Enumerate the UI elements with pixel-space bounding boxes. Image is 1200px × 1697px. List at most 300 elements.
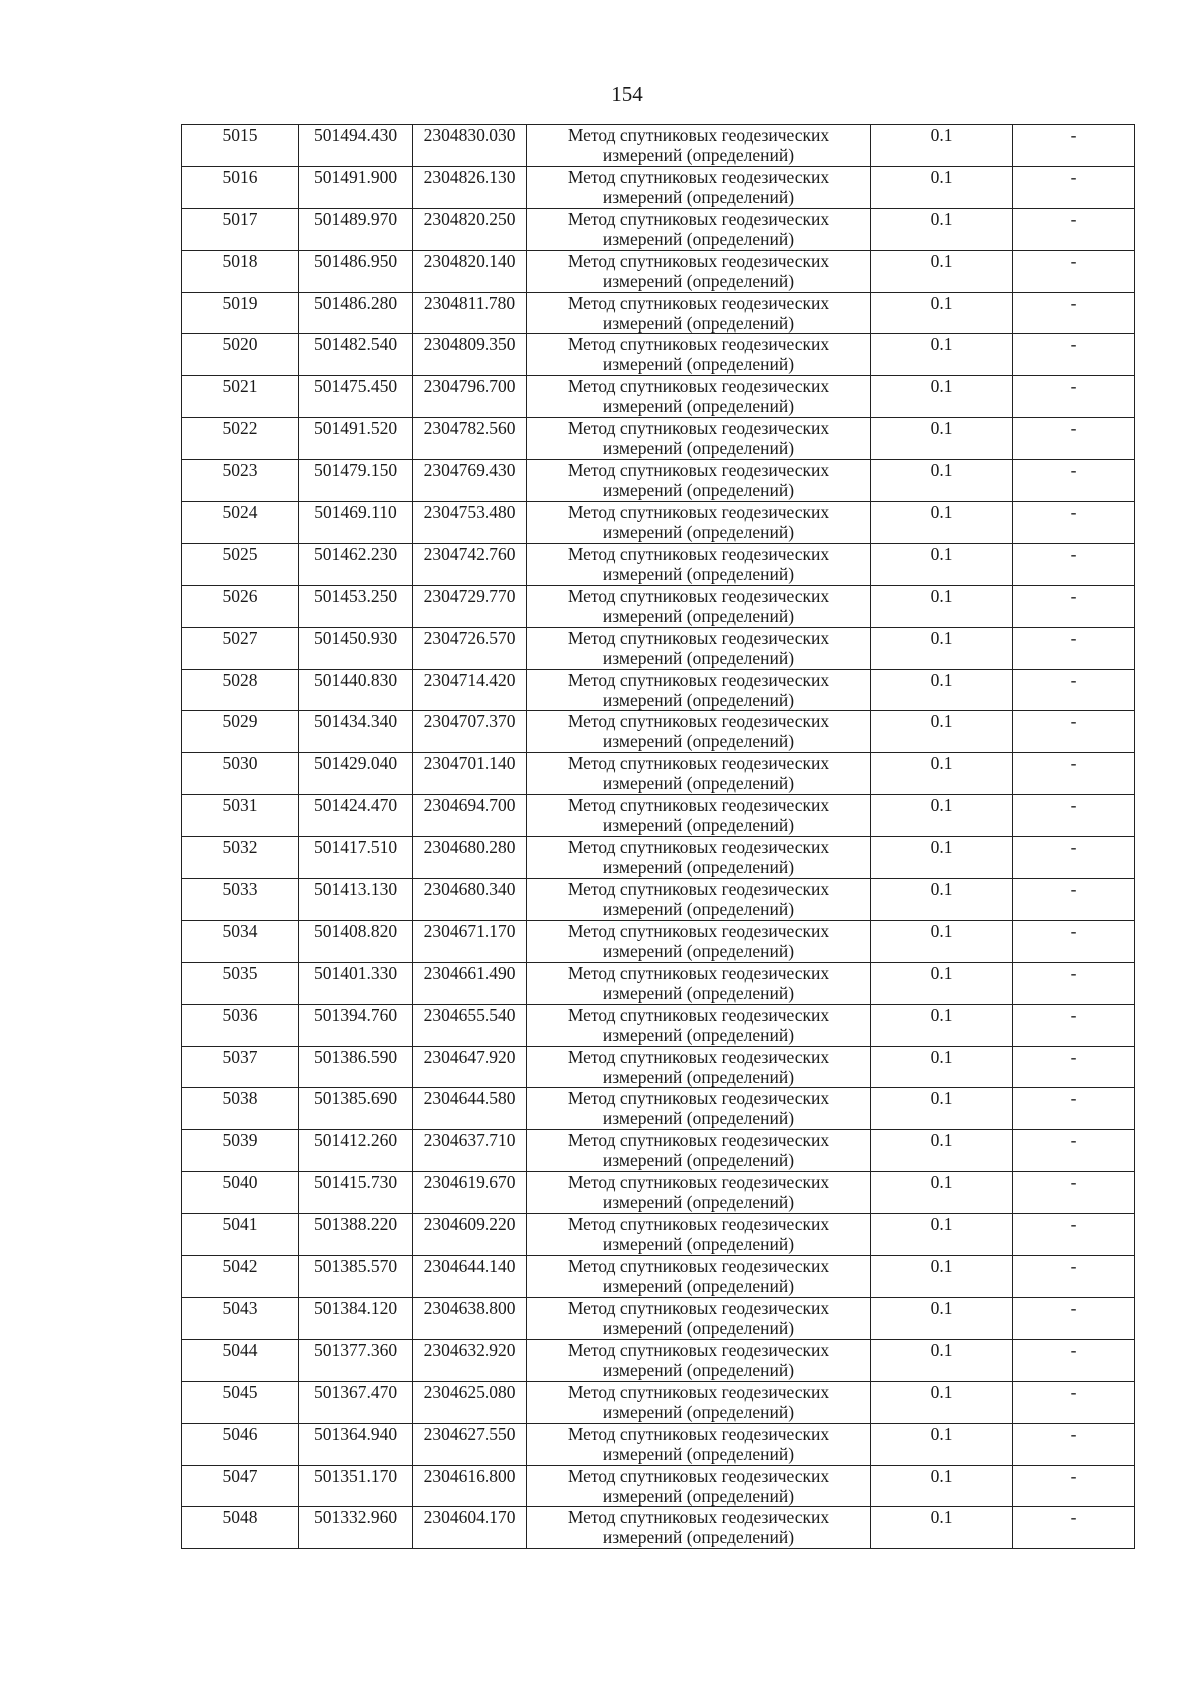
note-cell: - <box>1013 1046 1135 1088</box>
method-line-2: измерений (определений) <box>602 438 795 459</box>
x-coordinate-cell: 501450.930 <box>299 627 413 669</box>
y-coordinate-cell: 2304609.220 <box>413 1214 527 1256</box>
table-row <box>182 1339 1135 1381</box>
accuracy-cell: 0.1 <box>871 1172 1013 1214</box>
x-coordinate-cell: 501469.110 <box>299 502 413 544</box>
y-coordinate-cell: 2304769.430 <box>413 460 527 502</box>
method-line-1: Метод спутниковых геодезических <box>567 1423 830 1444</box>
method-line-1: Метод спутниковых геодезических <box>567 669 830 690</box>
method-line-2: измерений (определений) <box>602 1066 795 1087</box>
method-line-2: измерений (определений) <box>602 731 795 752</box>
y-coordinate-cell: 2304616.800 <box>413 1465 527 1507</box>
accuracy-cell: 0.1 <box>871 585 1013 627</box>
table-row <box>182 669 1135 711</box>
note-cell: - <box>1013 334 1135 376</box>
method-line-2: измерений (определений) <box>602 563 795 584</box>
point-number-cell: 5040 <box>182 1172 299 1214</box>
table-row <box>182 1423 1135 1465</box>
x-coordinate-cell: 501429.040 <box>299 753 413 795</box>
table-row <box>182 1214 1135 1256</box>
point-number-cell: 5043 <box>182 1297 299 1339</box>
method-line-2: измерений (определений) <box>602 145 795 165</box>
x-coordinate-cell: 501424.470 <box>299 795 413 837</box>
note-cell: - <box>1013 1465 1135 1507</box>
method-cell <box>527 1214 871 1256</box>
x-coordinate-cell: 501486.280 <box>299 292 413 334</box>
accuracy-cell: 0.1 <box>871 1507 1013 1549</box>
method-line-1: Метод спутниковых геодезических <box>567 502 830 523</box>
x-coordinate-cell: 501482.540 <box>299 334 413 376</box>
table-row <box>182 1172 1135 1214</box>
accuracy-cell: 0.1 <box>871 1004 1013 1046</box>
method-line-2: измерений (определений) <box>602 982 795 1003</box>
y-coordinate-cell: 2304644.140 <box>413 1256 527 1298</box>
method-cell <box>527 1004 871 1046</box>
method-line-1: Метод спутниковых геодезических <box>567 627 830 648</box>
y-coordinate-cell: 2304707.370 <box>413 711 527 753</box>
point-number-cell: 5023 <box>182 460 299 502</box>
point-number-cell: 5032 <box>182 837 299 879</box>
method-line-1: Метод спутниковых геодезических <box>567 1256 830 1277</box>
accuracy-cell: 0.1 <box>871 292 1013 334</box>
note-cell: - <box>1013 837 1135 879</box>
table-row <box>182 753 1135 795</box>
table-row <box>182 711 1135 753</box>
accuracy-cell: 0.1 <box>871 334 1013 376</box>
point-number-cell: 5027 <box>182 627 299 669</box>
x-coordinate-cell: 501453.250 <box>299 585 413 627</box>
method-cell <box>527 795 871 837</box>
method-line-1: Метод спутниковых геодезических <box>567 166 830 187</box>
table-row <box>182 1297 1135 1339</box>
table-row <box>182 250 1135 292</box>
method-line-1: Метод спутниковых геодезических <box>567 1465 830 1486</box>
note-cell: - <box>1013 962 1135 1004</box>
accuracy-cell: 0.1 <box>871 460 1013 502</box>
method-line-2: измерений (определений) <box>602 480 795 501</box>
method-line-2: измерений (определений) <box>602 1359 795 1380</box>
method-line-2: измерений (определений) <box>602 270 795 291</box>
y-coordinate-cell: 2304680.340 <box>413 879 527 921</box>
x-coordinate-cell: 501351.170 <box>299 1465 413 1507</box>
table-row <box>182 208 1135 250</box>
method-cell <box>527 920 871 962</box>
accuracy-cell: 0.1 <box>871 1088 1013 1130</box>
note-cell: - <box>1013 879 1135 921</box>
point-number-cell: 5037 <box>182 1046 299 1088</box>
accuracy-cell: 0.1 <box>871 1297 1013 1339</box>
accuracy-cell: 0.1 <box>871 1046 1013 1088</box>
method-line-1: Метод спутниковых геодезических <box>567 585 830 606</box>
note-cell: - <box>1013 1256 1135 1298</box>
point-number-cell: 5019 <box>182 292 299 334</box>
point-number-cell: 5031 <box>182 795 299 837</box>
method-cell <box>527 1130 871 1172</box>
method-line-2: измерений (определений) <box>602 689 795 710</box>
note-cell: - <box>1013 1423 1135 1465</box>
accuracy-cell: 0.1 <box>871 1130 1013 1172</box>
method-line-2: измерений (определений) <box>602 940 795 961</box>
y-coordinate-cell: 2304826.130 <box>413 166 527 208</box>
method-line-2: измерений (определений) <box>602 605 795 626</box>
table-row <box>182 418 1135 460</box>
method-cell <box>527 1088 871 1130</box>
y-coordinate-cell: 2304671.170 <box>413 920 527 962</box>
accuracy-cell: 0.1 <box>871 208 1013 250</box>
accuracy-cell: 0.1 <box>871 753 1013 795</box>
x-coordinate-cell: 501394.760 <box>299 1004 413 1046</box>
method-cell <box>527 208 871 250</box>
point-number-cell: 5042 <box>182 1256 299 1298</box>
method-line-2: измерений (определений) <box>602 1485 795 1506</box>
table-row <box>182 795 1135 837</box>
x-coordinate-cell: 501385.570 <box>299 1256 413 1298</box>
x-coordinate-cell: 501408.820 <box>299 920 413 962</box>
accuracy-cell: 0.1 <box>871 1465 1013 1507</box>
method-line-1: Метод спутниковых геодезических <box>567 376 830 397</box>
point-number-cell: 5025 <box>182 543 299 585</box>
point-number-cell: 5022 <box>182 418 299 460</box>
point-number-cell: 5030 <box>182 753 299 795</box>
x-coordinate-cell: 501479.150 <box>299 460 413 502</box>
table-row <box>182 627 1135 669</box>
table-row <box>182 1256 1135 1298</box>
method-cell <box>527 879 871 921</box>
y-coordinate-cell: 2304625.080 <box>413 1381 527 1423</box>
point-number-cell: 5036 <box>182 1004 299 1046</box>
accuracy-cell: 0.1 <box>871 1256 1013 1298</box>
method-line-2: измерений (определений) <box>602 1150 795 1171</box>
x-coordinate-cell: 501462.230 <box>299 543 413 585</box>
note-cell: - <box>1013 1339 1135 1381</box>
method-line-2: измерений (определений) <box>602 1443 795 1464</box>
method-cell <box>527 753 871 795</box>
method-line-1: Метод спутниковых геодезических <box>567 334 830 355</box>
method-line-1: Метод спутниковых геодезических <box>567 1046 830 1067</box>
y-coordinate-cell: 2304796.700 <box>413 376 527 418</box>
x-coordinate-cell: 501384.120 <box>299 1297 413 1339</box>
note-cell: - <box>1013 627 1135 669</box>
coordinates-table-body <box>182 125 1135 1549</box>
accuracy-cell: 0.1 <box>871 166 1013 208</box>
method-cell <box>527 1339 871 1381</box>
y-coordinate-cell: 2304680.280 <box>413 837 527 879</box>
accuracy-cell: 0.1 <box>871 962 1013 1004</box>
note-cell: - <box>1013 1004 1135 1046</box>
method-cell <box>527 334 871 376</box>
method-cell <box>527 1465 871 1507</box>
x-coordinate-cell: 501486.950 <box>299 250 413 292</box>
accuracy-cell: 0.1 <box>871 1381 1013 1423</box>
method-cell <box>527 502 871 544</box>
accuracy-cell: 0.1 <box>871 1339 1013 1381</box>
table-row <box>182 460 1135 502</box>
table-row <box>182 334 1135 376</box>
table-row <box>182 1507 1135 1549</box>
method-line-2: измерений (определений) <box>602 1024 795 1045</box>
note-cell: - <box>1013 543 1135 585</box>
x-coordinate-cell: 501434.340 <box>299 711 413 753</box>
note-cell: - <box>1013 1214 1135 1256</box>
method-line-1: Метод спутниковых геодезических <box>567 1172 830 1193</box>
point-number-cell: 5041 <box>182 1214 299 1256</box>
note-cell: - <box>1013 418 1135 460</box>
point-number-cell: 5026 <box>182 585 299 627</box>
y-coordinate-cell: 2304726.570 <box>413 627 527 669</box>
coordinates-table <box>181 124 1135 1549</box>
x-coordinate-cell: 501413.130 <box>299 879 413 921</box>
method-line-1: Метод спутниковых геодезических <box>567 250 830 271</box>
table-row <box>182 837 1135 879</box>
method-cell <box>527 669 871 711</box>
note-cell: - <box>1013 502 1135 544</box>
table-row <box>182 1381 1135 1423</box>
table-row <box>182 543 1135 585</box>
method-line-1: Метод спутниковых геодезических <box>567 920 830 941</box>
method-cell <box>527 250 871 292</box>
method-line-2: измерений (определений) <box>602 228 795 249</box>
point-number-cell: 5017 <box>182 208 299 250</box>
method-line-1: Метод спутниковых геодезических <box>567 208 830 229</box>
x-coordinate-cell: 501417.510 <box>299 837 413 879</box>
point-number-cell: 5046 <box>182 1423 299 1465</box>
note-cell: - <box>1013 585 1135 627</box>
method-line-1: Метод спутниковых геодезических <box>567 1381 830 1402</box>
note-cell: - <box>1013 460 1135 502</box>
x-coordinate-cell: 501367.470 <box>299 1381 413 1423</box>
method-line-1: Метод спутниковых геодезических <box>567 1339 830 1360</box>
method-line-1: Метод спутниковых геодезических <box>567 837 830 858</box>
x-coordinate-cell: 501440.830 <box>299 669 413 711</box>
table-row <box>182 376 1135 418</box>
x-coordinate-cell: 501401.330 <box>299 962 413 1004</box>
method-line-1: Метод спутниковых геодезических <box>567 1130 830 1151</box>
method-cell <box>527 1256 871 1298</box>
point-number-cell: 5016 <box>182 166 299 208</box>
table-row <box>182 1088 1135 1130</box>
point-number-cell: 5048 <box>182 1507 299 1549</box>
note-cell: - <box>1013 1130 1135 1172</box>
method-cell <box>527 1046 871 1088</box>
point-number-cell: 5018 <box>182 250 299 292</box>
note-cell: - <box>1013 1507 1135 1549</box>
x-coordinate-cell: 501364.940 <box>299 1423 413 1465</box>
method-line-2: измерений (определений) <box>602 396 795 417</box>
method-line-1: Метод спутниковых геодезических <box>567 1507 830 1528</box>
x-coordinate-cell: 501491.520 <box>299 418 413 460</box>
y-coordinate-cell: 2304694.700 <box>413 795 527 837</box>
method-line-1: Метод спутниковых геодезических <box>567 292 830 313</box>
point-number-cell: 5033 <box>182 879 299 921</box>
method-cell <box>527 1172 871 1214</box>
y-coordinate-cell: 2304619.670 <box>413 1172 527 1214</box>
note-cell: - <box>1013 669 1135 711</box>
note-cell: - <box>1013 292 1135 334</box>
method-line-2: измерений (определений) <box>602 647 795 668</box>
y-coordinate-cell: 2304753.480 <box>413 502 527 544</box>
table-row <box>182 292 1135 334</box>
method-line-2: измерений (определений) <box>602 773 795 794</box>
method-line-2: измерений (определений) <box>602 899 795 920</box>
method-cell <box>527 585 871 627</box>
y-coordinate-cell: 2304644.580 <box>413 1088 527 1130</box>
method-line-1: Метод спутниковых геодезических <box>567 753 830 774</box>
accuracy-cell: 0.1 <box>871 502 1013 544</box>
table-row <box>182 1130 1135 1172</box>
method-line-2: измерений (определений) <box>602 1527 795 1548</box>
point-number-cell: 5045 <box>182 1381 299 1423</box>
note-cell: - <box>1013 250 1135 292</box>
table-row <box>182 962 1135 1004</box>
method-line-1: Метод спутниковых геодезических <box>567 879 830 900</box>
table-row <box>182 585 1135 627</box>
accuracy-cell: 0.1 <box>871 627 1013 669</box>
y-coordinate-cell: 2304647.920 <box>413 1046 527 1088</box>
note-cell: - <box>1013 166 1135 208</box>
method-line-2: измерений (определений) <box>602 522 795 543</box>
accuracy-cell: 0.1 <box>871 920 1013 962</box>
accuracy-cell: 0.1 <box>871 543 1013 585</box>
accuracy-cell: 0.1 <box>871 837 1013 879</box>
table-row <box>182 1004 1135 1046</box>
point-number-cell: 5044 <box>182 1339 299 1381</box>
method-line-1: Метод спутниковых геодезических <box>567 795 830 816</box>
note-cell: - <box>1013 1381 1135 1423</box>
method-cell <box>527 376 871 418</box>
table-row <box>182 125 1135 167</box>
y-coordinate-cell: 2304809.350 <box>413 334 527 376</box>
accuracy-cell: 0.1 <box>871 418 1013 460</box>
method-line-2: измерений (определений) <box>602 1317 795 1338</box>
table-row <box>182 166 1135 208</box>
method-line-2: измерений (определений) <box>602 1401 795 1422</box>
method-cell <box>527 1381 871 1423</box>
point-number-cell: 5035 <box>182 962 299 1004</box>
note-cell: - <box>1013 1297 1135 1339</box>
y-coordinate-cell: 2304782.560 <box>413 418 527 460</box>
y-coordinate-cell: 2304714.420 <box>413 669 527 711</box>
note-cell: - <box>1013 711 1135 753</box>
y-coordinate-cell: 2304637.710 <box>413 1130 527 1172</box>
method-cell <box>527 543 871 585</box>
accuracy-cell: 0.1 <box>871 125 1013 167</box>
method-line-2: измерений (определений) <box>602 1234 795 1255</box>
x-coordinate-cell: 501494.430 <box>299 125 413 167</box>
method-line-1: Метод спутниковых геодезических <box>567 711 830 732</box>
x-coordinate-cell: 501415.730 <box>299 1172 413 1214</box>
x-coordinate-cell: 501475.450 <box>299 376 413 418</box>
note-cell: - <box>1013 795 1135 837</box>
y-coordinate-cell: 2304604.170 <box>413 1507 527 1549</box>
point-number-cell: 5024 <box>182 502 299 544</box>
note-cell: - <box>1013 1088 1135 1130</box>
accuracy-cell: 0.1 <box>871 879 1013 921</box>
method-cell <box>527 1297 871 1339</box>
method-cell <box>527 418 871 460</box>
method-line-1: Метод спутниковых геодезических <box>567 1004 830 1025</box>
point-number-cell: 5021 <box>182 376 299 418</box>
method-cell <box>527 962 871 1004</box>
note-cell: - <box>1013 753 1135 795</box>
method-cell <box>527 1507 871 1549</box>
x-coordinate-cell: 501332.960 <box>299 1507 413 1549</box>
method-line-2: измерений (определений) <box>602 312 795 333</box>
table-row <box>182 920 1135 962</box>
x-coordinate-cell: 501491.900 <box>299 166 413 208</box>
page-number: 154 <box>611 82 643 106</box>
method-line-1: Метод спутниковых геодезических <box>567 125 830 145</box>
y-coordinate-cell: 2304742.760 <box>413 543 527 585</box>
method-line-1: Метод спутниковых геодезических <box>567 1297 830 1318</box>
method-line-1: Метод спутниковых геодезических <box>567 543 830 564</box>
y-coordinate-cell: 2304661.490 <box>413 962 527 1004</box>
y-coordinate-cell: 2304811.780 <box>413 292 527 334</box>
point-number-cell: 5038 <box>182 1088 299 1130</box>
point-number-cell: 5034 <box>182 920 299 962</box>
x-coordinate-cell: 501388.220 <box>299 1214 413 1256</box>
y-coordinate-cell: 2304820.140 <box>413 250 527 292</box>
method-line-2: измерений (определений) <box>602 857 795 878</box>
method-line-1: Метод спутниковых геодезических <box>567 962 830 983</box>
method-cell <box>527 166 871 208</box>
note-cell: - <box>1013 920 1135 962</box>
note-cell: - <box>1013 125 1135 167</box>
method-line-2: измерений (определений) <box>602 186 795 207</box>
point-number-cell: 5028 <box>182 669 299 711</box>
method-cell <box>527 1423 871 1465</box>
point-number-cell: 5039 <box>182 1130 299 1172</box>
note-cell: - <box>1013 376 1135 418</box>
y-coordinate-cell: 2304655.540 <box>413 1004 527 1046</box>
accuracy-cell: 0.1 <box>871 795 1013 837</box>
method-cell <box>527 837 871 879</box>
accuracy-cell: 0.1 <box>871 1423 1013 1465</box>
method-line-1: Метод спутниковых геодезических <box>567 1088 830 1109</box>
y-coordinate-cell: 2304627.550 <box>413 1423 527 1465</box>
method-cell <box>527 627 871 669</box>
point-number-cell: 5047 <box>182 1465 299 1507</box>
method-cell <box>527 711 871 753</box>
point-number-cell: 5020 <box>182 334 299 376</box>
x-coordinate-cell: 501412.260 <box>299 1130 413 1172</box>
x-coordinate-cell: 501489.970 <box>299 208 413 250</box>
y-coordinate-cell: 2304830.030 <box>413 125 527 167</box>
accuracy-cell: 0.1 <box>871 711 1013 753</box>
accuracy-cell: 0.1 <box>871 250 1013 292</box>
method-line-1: Метод спутниковых геодезических <box>567 1214 830 1235</box>
x-coordinate-cell: 501386.590 <box>299 1046 413 1088</box>
method-line-2: измерений (определений) <box>602 1108 795 1129</box>
method-line-2: измерений (определений) <box>602 1276 795 1297</box>
method-line-2: измерений (определений) <box>602 815 795 836</box>
y-coordinate-cell: 2304729.770 <box>413 585 527 627</box>
y-coordinate-cell: 2304820.250 <box>413 208 527 250</box>
table-row <box>182 1046 1135 1088</box>
table-row <box>182 502 1135 544</box>
point-number-cell: 5029 <box>182 711 299 753</box>
x-coordinate-cell: 501385.690 <box>299 1088 413 1130</box>
accuracy-cell: 0.1 <box>871 376 1013 418</box>
point-number-cell: 5015 <box>182 125 299 167</box>
table-row <box>182 1465 1135 1507</box>
method-cell <box>527 292 871 334</box>
note-cell: - <box>1013 1172 1135 1214</box>
x-coordinate-cell: 501377.360 <box>299 1339 413 1381</box>
y-coordinate-cell: 2304701.140 <box>413 753 527 795</box>
y-coordinate-cell: 2304638.800 <box>413 1297 527 1339</box>
y-coordinate-cell: 2304632.920 <box>413 1339 527 1381</box>
table-row <box>182 879 1135 921</box>
